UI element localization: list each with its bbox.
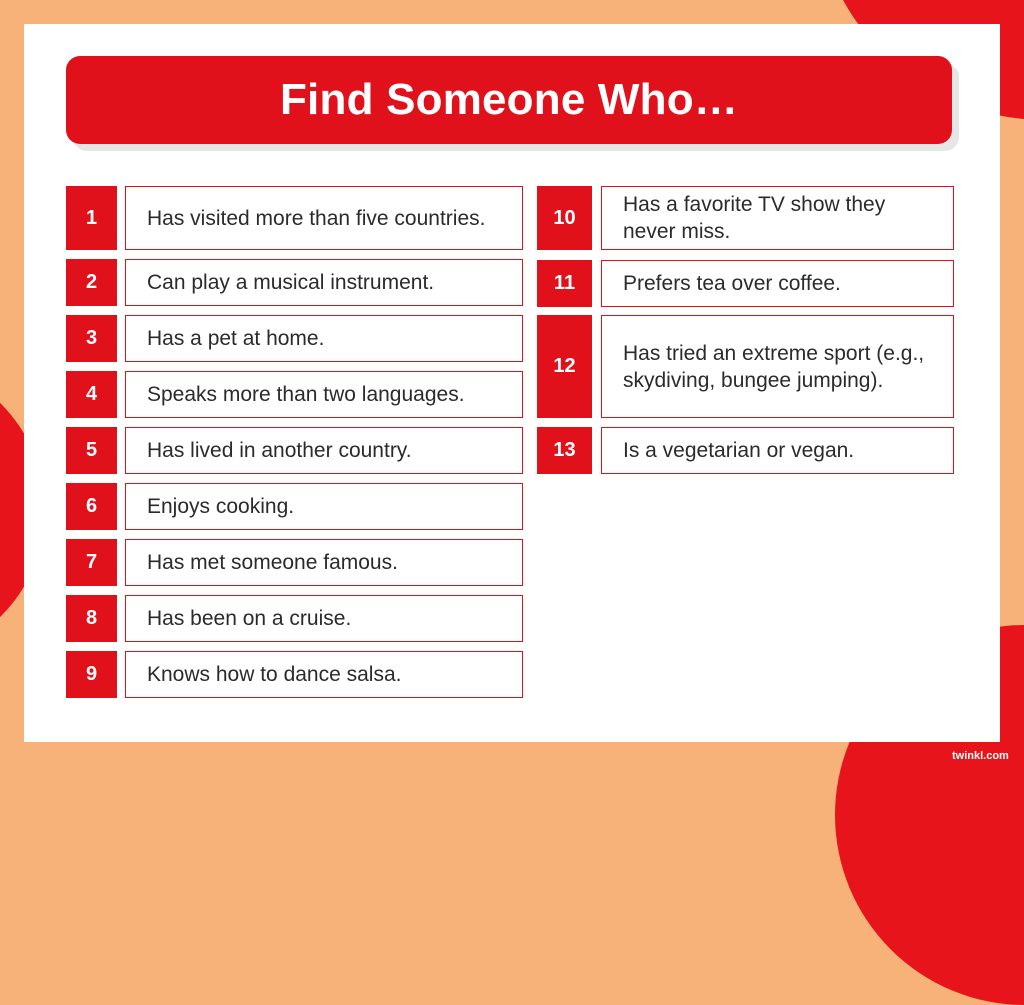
item-number: 4 xyxy=(66,371,117,418)
item-text: Has been on a cruise. xyxy=(125,595,523,642)
item-number: 12 xyxy=(537,315,592,418)
list-item xyxy=(66,186,523,250)
item-text: Prefers tea over coffee. xyxy=(601,260,954,307)
list-item xyxy=(66,595,523,642)
item-text: Has a favorite TV show they never miss. xyxy=(601,186,954,250)
list-item xyxy=(66,483,523,530)
item-number: 1 xyxy=(66,186,117,250)
page-title: Find Someone Who… xyxy=(279,75,739,124)
item-number: 13 xyxy=(537,427,592,474)
twinkl-logo: twinkl.com xyxy=(952,750,1009,762)
item-number: 9 xyxy=(66,651,117,698)
list-item xyxy=(66,427,523,474)
item-text: Has tried an extreme sport (e.g., skydiving, bungee jumping). xyxy=(601,315,954,418)
item-text: Has a pet at home. xyxy=(125,315,523,362)
item-number: 2 xyxy=(66,259,117,306)
item-text: Has visited more than five countries. xyxy=(125,186,523,250)
list-item xyxy=(66,539,523,586)
item-number: 5 xyxy=(66,427,117,474)
list-item xyxy=(537,315,954,418)
item-number: 6 xyxy=(66,483,117,530)
item-number: 8 xyxy=(66,595,117,642)
item-number: 3 xyxy=(66,315,117,362)
list-item xyxy=(66,371,523,418)
item-number: 11 xyxy=(537,260,592,307)
list-item xyxy=(537,186,954,250)
item-text: Enjoys cooking. xyxy=(125,483,523,530)
item-text: Can play a musical instrument. xyxy=(125,259,523,306)
list-item xyxy=(66,259,523,306)
title-banner xyxy=(66,56,952,144)
item-text: Has lived in another country. xyxy=(125,427,523,474)
item-text: Has met someone famous. xyxy=(125,539,523,586)
item-number: 10 xyxy=(537,186,592,250)
item-text: Speaks more than two languages. xyxy=(125,371,523,418)
item-text: Knows how to dance salsa. xyxy=(125,651,523,698)
list-item xyxy=(66,651,523,698)
list-item xyxy=(66,315,523,362)
list-item xyxy=(537,260,954,307)
item-text: Is a vegetarian or vegan. xyxy=(601,427,954,474)
item-number: 7 xyxy=(66,539,117,586)
list-item xyxy=(537,427,954,474)
